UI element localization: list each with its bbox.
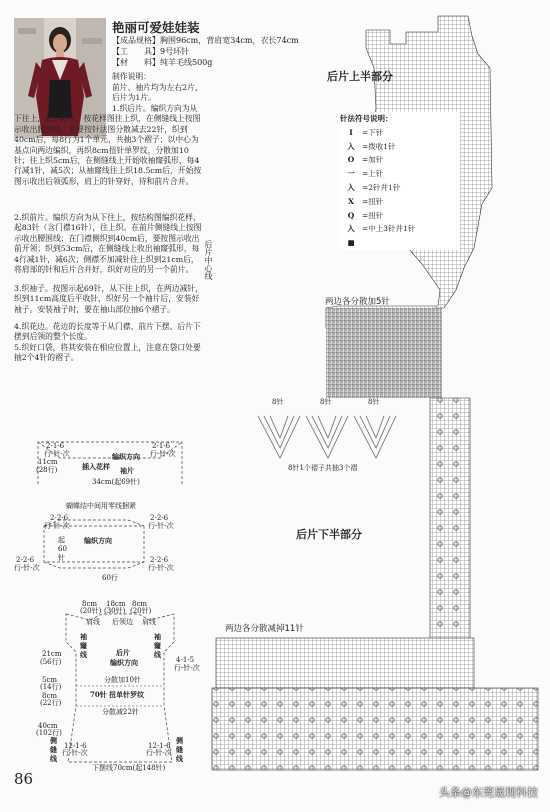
- back-inc: 分散加10针: [104, 676, 141, 684]
- sleeve-top-left-2: 行-针-次: [44, 450, 70, 458]
- legend-label: =中上3针并1针: [362, 224, 416, 234]
- back-rib: 70针 扭单针罗纹: [90, 690, 145, 699]
- bow-bl2: 行-针-次: [14, 564, 40, 572]
- back-l5b: (14行): [40, 683, 62, 691]
- dec-label: 两边各分散减掉11针: [225, 624, 304, 634]
- center-line-label: 后片中心线: [204, 240, 213, 280]
- k2tog-icon: 入: [347, 182, 355, 192]
- pattern-title: 艳丽可爱娃娃装: [112, 20, 200, 35]
- spec-tools: 【工 具】9号环针: [112, 47, 190, 56]
- legend-row: [340, 181, 460, 195]
- back-l40: 40cm: [38, 722, 58, 730]
- back-l40b: (102行): [36, 729, 62, 737]
- legend-row: [340, 167, 460, 181]
- slip-icon: 入: [347, 141, 355, 151]
- bow-tl2: 行-针-次: [44, 522, 70, 530]
- pleat-8-a: 8针: [272, 398, 284, 406]
- bow-side: 起60针: [58, 536, 67, 562]
- legend-label: =下针: [362, 127, 384, 137]
- no-stitch-icon: ■: [347, 238, 355, 248]
- bow-bl: 2-2-6: [16, 556, 35, 564]
- legend-title: 针法符号说明：: [340, 114, 393, 123]
- sleeve-top-right: 2-1-6: [152, 442, 171, 450]
- back-shoulder-l: 肩线: [86, 618, 100, 626]
- instructions-heading: 制作说明：: [112, 72, 151, 81]
- back-shoulder-r: 肩线: [142, 618, 156, 626]
- instructions-p3: 2.织前片。编织方向为从下往上，按结构图编织花样，起83针（含门襟16针），往上织。在前片侧缝线上按图示收出腰围线；在门襟侧织到40cm后，要按图示收出前开领；织到53cm后，在侧缝线上收出袖窿弧形，每4行减1针，减6次；侧襟不加减针往上织到21cm后，将肩部的针和后片合并好，织好对应的另一个前片。: [14, 213, 202, 275]
- instructions-p5: 4.织花边。花边的长度等于从门襟、前片下摆、后片下摆到后领的整个长度。: [14, 322, 201, 342]
- pleat-8-b: 8针: [320, 398, 332, 406]
- legend-row: [340, 195, 460, 209]
- back-l8: 8cm: [42, 692, 58, 700]
- instructions-p6: 5.织好口袋，将其安装在相应位置上，注意在袋口处要抽2个4针的褶子。: [14, 343, 201, 363]
- back-bottom: 下摆线70cm(起148针): [92, 764, 166, 772]
- back-dir: 编织方向: [110, 658, 138, 667]
- back-rows-l: 21cm: [42, 650, 62, 658]
- back-top3: 8cm: [132, 600, 148, 608]
- sleeve-height: 11cm: [38, 458, 58, 466]
- sleeve-bottom: 34cm(起69针): [92, 478, 140, 486]
- back-armhole-l: 袖窿线: [80, 632, 87, 659]
- back-top2: 18cm: [106, 600, 126, 608]
- twist-alt-icon: Q: [347, 210, 355, 220]
- pleat-8-c: 8针: [368, 398, 380, 406]
- sleeve-name: 袖片: [120, 466, 134, 475]
- sleeve-top-right-2: 行-针-次: [150, 450, 176, 458]
- bow-tr2: 行-针-次: [148, 522, 174, 530]
- spec-size: 【成品规格】胸围96cm，背肩宽34cm，衣长74cm: [112, 36, 299, 45]
- bow-tl: 2-2-6: [50, 514, 69, 522]
- instructions-p1: 前片、袖片均为左右2片，后片为1片。: [112, 83, 203, 103]
- back-top1b: (20针): [80, 607, 102, 615]
- lower-back-label: 后片下半部分: [296, 528, 362, 541]
- back-side-l2: 行-针-次: [62, 749, 88, 757]
- purl-icon: 一: [347, 169, 355, 179]
- bow-dir: 编织方向: [84, 536, 112, 545]
- back-dec-r: 4-1-5: [176, 656, 195, 664]
- instructions-p2: 1.织后片。编织方向为从下往上，起148针，按花样图往上织，在侧缝线上按图示收出腰围线，并要按针法图分散减去22针，织到40cm后，每8行为1个单元，共抽3个褶子；以中心为基点向两边编织，再织8cm扭针单罗纹，分散加10针；往上织5cm后，在侧缝线上开始收袖窿弧形，每4行减1针，减5次；从袖窿线往上织18.5cm后，开始按图示收出后领弧形，肩上的针穿好，待和前片合并。: [14, 104, 202, 186]
- legend-label: =拨收1针: [362, 141, 396, 151]
- sleeve-rows: (28行): [36, 466, 58, 474]
- back-top1: 8cm: [82, 600, 98, 608]
- sleeve-top-left: 2-1-6: [46, 442, 65, 450]
- bow-br: 2-2-6: [150, 556, 169, 564]
- bow-bottom: 60行: [102, 574, 118, 582]
- back-dec22: 分散减22针: [102, 708, 139, 716]
- legend-label: =扭针: [362, 196, 384, 206]
- back-armhole-r: 袖窿线: [154, 632, 161, 659]
- inc-label: 两边各分散加5针: [325, 297, 390, 307]
- legend-row: [340, 140, 460, 154]
- back-name: 后片: [116, 648, 130, 657]
- back-rows-l2: (56行): [40, 658, 62, 666]
- sleeve-dir: 编织方向: [112, 452, 140, 461]
- legend-row: [340, 209, 460, 223]
- cdd-icon: 入: [347, 224, 355, 234]
- legend-label: =上针: [362, 169, 384, 179]
- back-side-r2: 行-针-次: [146, 749, 172, 757]
- legend-label: =扭针: [362, 210, 384, 220]
- instructions-p4: 3.织袖子。按图示起69针，从下往上织，在两边减针，织到11cm高度后平收针，织好另一个袖片后，安装好袖子。安装袖子时，要在袖山部位抽6个褶子。: [14, 284, 203, 314]
- back-side-r: 12-1-6: [148, 742, 171, 750]
- knit-icon: I: [349, 127, 353, 137]
- bow-title: 蝴蝶结中间用零线捆紧: [66, 502, 136, 510]
- legend-label: =加针: [362, 155, 384, 165]
- page-number: 86: [14, 770, 34, 788]
- back-top3b: (20针): [130, 607, 152, 615]
- stitch-legend: [340, 112, 460, 250]
- watermark: 头条@东莞晟现科技: [439, 786, 538, 799]
- legend-row: [340, 153, 460, 167]
- bow-br2: 行-针-次: [148, 564, 174, 572]
- sleeve-insert: 插入花样: [82, 462, 110, 471]
- bow-tr: 2-2-6: [150, 514, 169, 522]
- upper-back-label: 后片上半部分: [327, 70, 393, 83]
- back-neck: 后领边: [112, 618, 133, 626]
- back-l8b: (22行): [40, 699, 62, 707]
- pleat-note: 8针1个褶子共抽3个褶: [288, 464, 358, 472]
- back-l5: 5cm: [42, 676, 58, 684]
- legend-row: [340, 236, 460, 250]
- back-top2b: (30针): [104, 607, 126, 615]
- spec-materials: 【材 料】纯羊毛线500g: [112, 58, 213, 67]
- legend-row: [340, 126, 460, 140]
- back-dec-r2: 行-针-次: [174, 664, 200, 672]
- back-seam-l: 侧缝线: [50, 736, 57, 763]
- back-side-l: 12-1-6: [64, 742, 87, 750]
- increase-icon: O: [347, 155, 355, 165]
- legend-row: [340, 222, 460, 236]
- back-seam-r: 侧缝线: [176, 736, 183, 763]
- twist-icon: X: [348, 196, 354, 206]
- legend-label: =2针并1针: [362, 182, 401, 192]
